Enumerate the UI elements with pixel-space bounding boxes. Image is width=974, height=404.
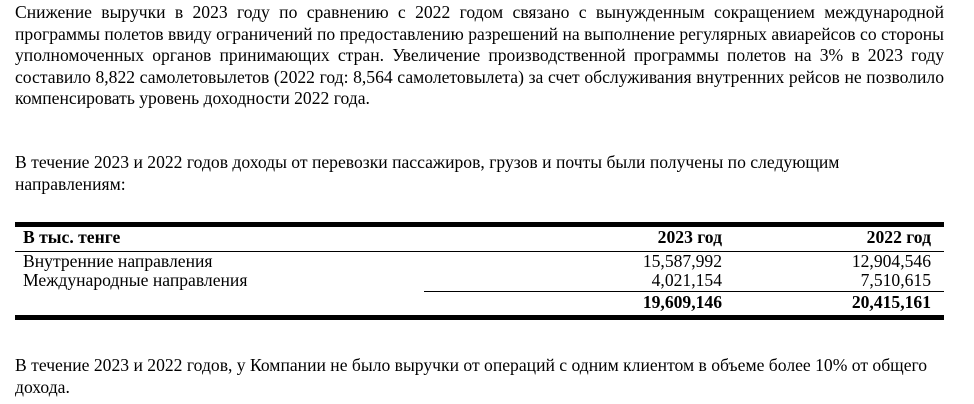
table-row	[15, 252, 944, 271]
revenue-decrease-paragraph: Снижение выручки в 2023 году по сравнению с 2022 годом связано с вынужденным сокращением международной программы полетов ввиду ограничений по предоставлению разрешений на выполнение регулярных авиарейсов со стороны уполномоченных органов принимающих стран. Увеличение производственной программы полетов на 3% в 2023 году составило 8,822 самолетовылетов (2022 год: 8,564 самолетовылета) за счет обслуживания внутренних рейсов не позволило компенсировать уровень доходности 2022 года.	[15, 2, 944, 108]
table-total-row	[15, 293, 944, 313]
header-2023: 2023 год	[657, 227, 722, 248]
table-header-row	[15, 227, 944, 249]
header-2022: 2022 год	[866, 227, 931, 248]
domestic-2023-value: 15,587,992	[642, 250, 722, 271]
table-row	[15, 271, 944, 290]
revenue-by-direction-table	[15, 222, 944, 320]
single-customer-paragraph: В течение 2023 и 2022 годов, у Компании не было выручки от операций с одним клиентом в объеме более 10% от общего дохода.	[15, 355, 928, 397]
row-label-domestic: Внутренние направления	[23, 250, 213, 271]
international-2022-value: 7,510,615	[860, 269, 931, 290]
row-label-international: Международные направления	[23, 269, 248, 290]
header-currency-label: В тыс. тенге	[23, 227, 121, 248]
international-2023-value: 4,021,154	[651, 269, 722, 290]
total-2022-value: 20,415,161	[851, 292, 931, 313]
domestic-2022-value: 12,904,546	[851, 250, 931, 271]
table-bottom-rule	[15, 315, 944, 320]
total-2023-value: 19,609,146	[642, 292, 722, 313]
revenue-directions-intro-paragraph: В течение 2023 и 2022 годов доходы от перевозки пассажиров, грузов и почты были получены по следующим направлениям:	[15, 152, 840, 194]
